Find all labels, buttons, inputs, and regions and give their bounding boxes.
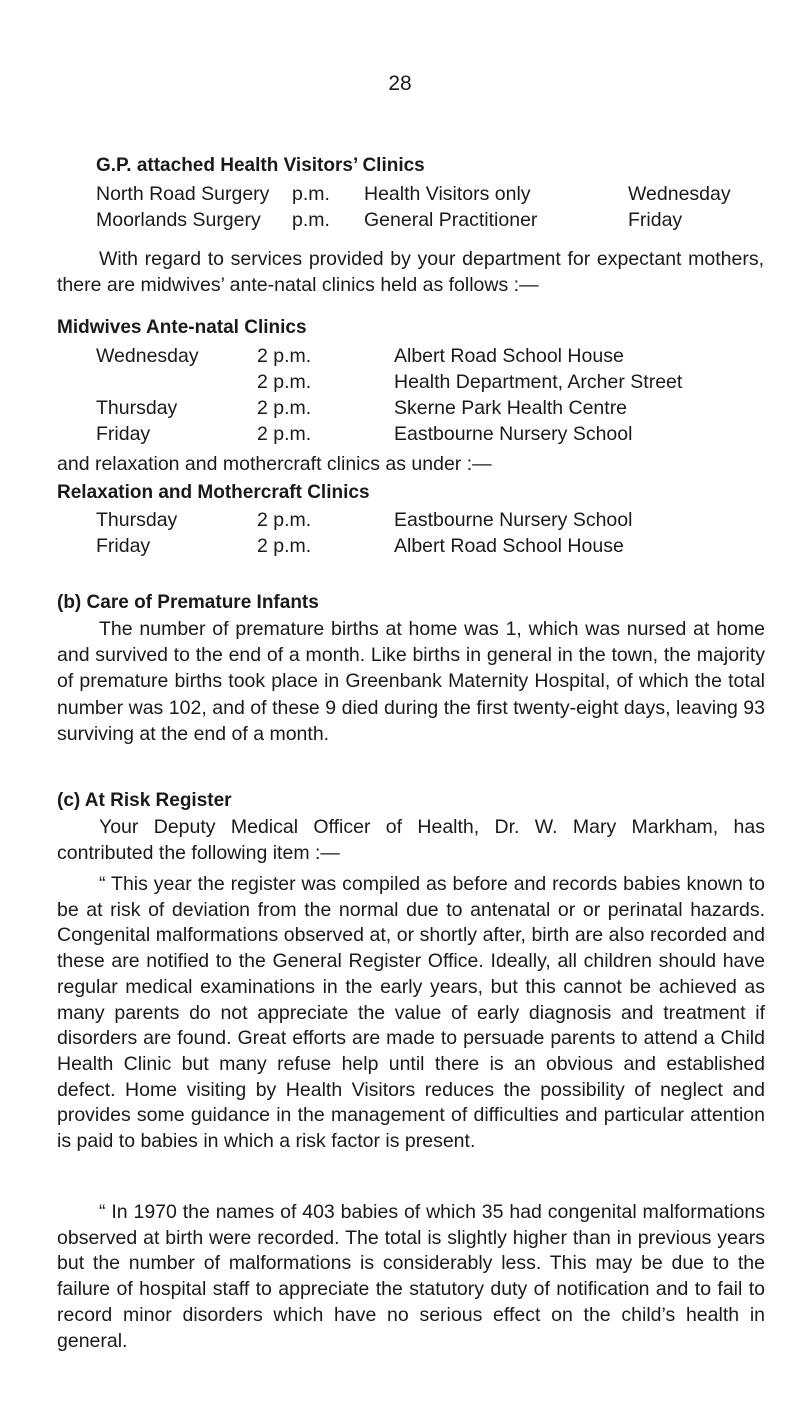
gp-row-day: Wednesday [628, 183, 731, 205]
gp-row-type: General Practitioner [364, 209, 538, 231]
page-number: 28 [388, 72, 412, 95]
gp-row-time: p.m. [292, 209, 330, 231]
quote-paragraph: “ This year the register was compiled as before and records babies known to be at risk of deviation from the normal due to antenatal or or perinatal hazards. Congenital malformations observed at, or shortly after, birth are also recorded and these are notified to the General Register Office. Ideally, all children should have regular medical examinations in the early years, but this cannot be achieved as many parents do not appreciate the value of early diagnosis and treatment if disorders are found. Great efforts are made to persuade parents to attend a Child Health Clinic but many refuse help until there is an obvious and established defect. Home visiting by Health Visitors reduces the possibility of neglect and provides some guidance in the management of difficulties and particular attention is paid to babies in which a risk factor is present. [57, 873, 765, 1153]
section-c-heading: (c) At Risk Register [57, 790, 232, 811]
section-b-heading: (b) Care of Premature Infants [57, 592, 319, 613]
relaxation-row-place: Eastbourne Nursery School [394, 509, 633, 531]
relaxation-row-time: 2 p.m. [257, 509, 312, 531]
gp-row-place: Moorlands Surgery [96, 209, 261, 231]
midwives-row-day: Wednesday [96, 345, 199, 367]
relaxation-row-place: Albert Road School House [394, 535, 624, 557]
gp-intro-paragraph: With regard to services provided by your department for expectant mothers, there are midwives’ ante-natal clinics held as follows :— [57, 248, 764, 297]
gp-row-day: Friday [628, 209, 683, 231]
relaxation-row-time: 2 p.m. [257, 535, 312, 557]
midwives-outro: and relaxation and mothercraft clinics as under :— [57, 453, 492, 475]
midwives-row-time: 2 p.m. [257, 345, 312, 367]
quote-paragraph: “ In 1970 the names of 403 babies of which 35 had congenital malformations observed at birth were recorded. The total is slightly higher than in previous years but the number of malformations is considerably less. This may be due to the failure of hospital staff to appreciate the statutory duty of notification and to fail to record minor disorders which have no serious effect on the child’s health in general. [57, 1201, 765, 1352]
midwives-row-day: Thursday [96, 397, 178, 419]
relaxation-heading: Relaxation and Mothercraft Clinics [57, 482, 370, 503]
gp-row-place: North Road Surgery [96, 183, 270, 205]
midwives-row-time: 2 p.m. [257, 371, 312, 393]
midwives-row-place: Health Department, Archer Street [394, 371, 683, 393]
midwives-row-time: 2 p.m. [257, 423, 312, 445]
section-b-paragraph: The number of premature births at home was 1, which was nursed at home and survived to the end of a month. Like births in general in the town, the majority of premature births took place in Greenbank Maternity Hospital, of which the total number was 102, and of these 9 died during the first twenty-eight days, leaving 93 surviving at the end of a month. [57, 618, 765, 745]
gp-row-type: Health Visitors only [364, 183, 531, 205]
midwives-row-place: Skerne Park Health Centre [394, 397, 628, 419]
midwives-row-place: Eastbourne Nursery School [394, 423, 633, 445]
gp-clinics-heading: G.P. attached Health Visitors’ Clinics [96, 155, 425, 176]
gp-row-time: p.m. [292, 183, 330, 205]
midwives-heading: Midwives Ante-natal Clinics [57, 317, 307, 338]
midwives-row-place: Albert Road School House [394, 345, 624, 367]
relaxation-row-day: Friday [96, 535, 151, 557]
section-c-intro: Your Deputy Medical Officer of Health, Dr. W. Mary Markham, has contributed the following item :— [57, 816, 765, 865]
relaxation-row-day: Thursday [96, 509, 178, 531]
midwives-row-time: 2 p.m. [257, 397, 312, 419]
midwives-row-day: Friday [96, 423, 151, 445]
